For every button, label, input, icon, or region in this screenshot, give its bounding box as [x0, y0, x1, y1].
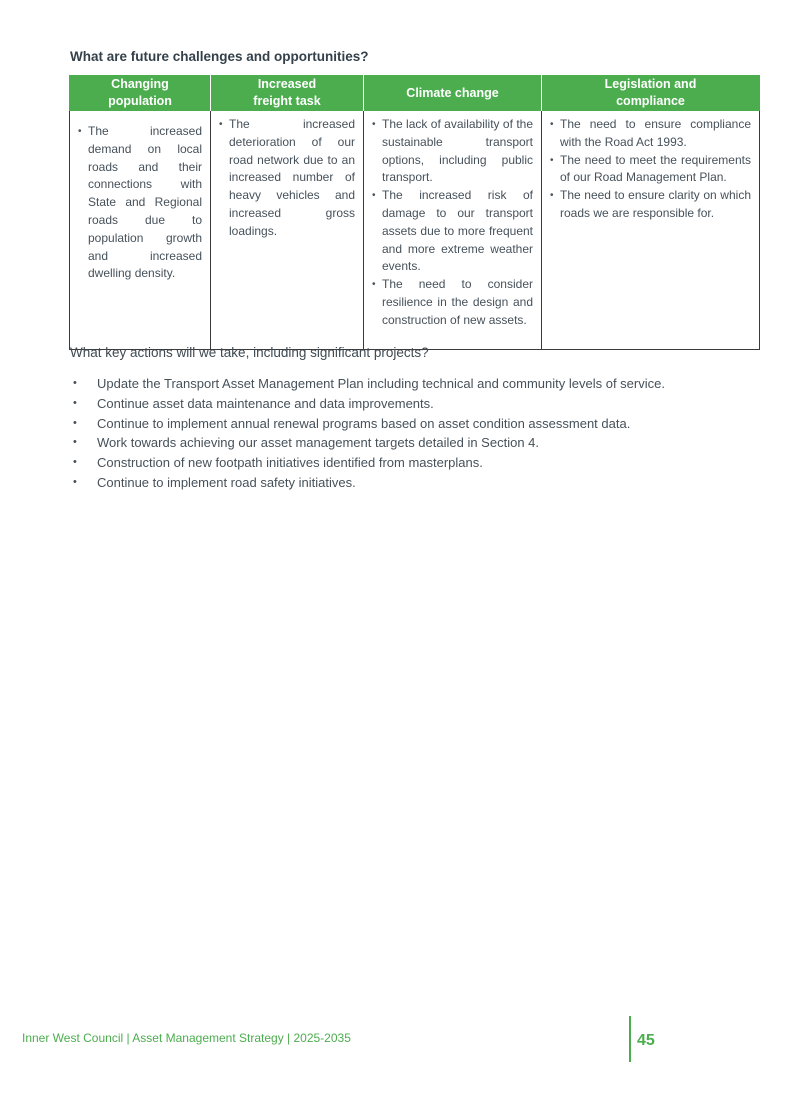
list-item: • The increased deterioration of our road network due to an increased number of heavy vehicles and increased gross loadings. — [219, 116, 355, 241]
table-cell-legislation-compliance — [542, 111, 760, 350]
table-header-row — [70, 75, 760, 111]
table-cell-climate-change — [364, 111, 542, 350]
list-item: • Update the Transport Asset Management Plan including technical and community levels of service. — [70, 374, 726, 394]
column-header: Climate change — [364, 75, 542, 111]
actions-heading: What key actions will we take, including significant projects? — [70, 345, 429, 360]
column-header: Changing population — [70, 75, 211, 111]
table-row — [70, 111, 760, 350]
list-item: • The need to meet the requirements of our Road Management Plan. — [550, 152, 751, 188]
section-heading: What are future challenges and opportunities? — [70, 49, 369, 64]
list-item: • The need to ensure compliance with the Road Act 1993. — [550, 116, 751, 152]
footer-text: Inner West Council | Asset Management Strategy | 2025-2035 — [22, 1031, 351, 1045]
list-item: • The increased risk of damage to our transport assets due to more frequent and more extreme weather events. — [372, 187, 533, 276]
table-cell-freight-task — [211, 111, 364, 350]
list-item: • The need to consider resilience in the design and construction of new assets. — [372, 276, 533, 329]
column-header: Increased freight task — [211, 75, 364, 111]
actions-list — [70, 374, 726, 493]
list-item: • Continue to implement road safety initiatives. — [70, 473, 726, 493]
list-item: • Continue asset data maintenance and data improvements. — [70, 394, 726, 414]
list-item: • The increased demand on local roads and their connections with State and Regional roads due to population growth and increased dwelling density. — [78, 123, 202, 283]
list-item: • Work towards achieving our asset management targets detailed in Section 4. — [70, 433, 726, 453]
list-item: • Construction of new footpath initiatives identified from masterplans. — [70, 453, 726, 473]
page-number: 45 — [637, 1032, 655, 1049]
challenges-table — [69, 75, 760, 350]
list-item: • The lack of availability of the sustainable transport options, including public transport. — [372, 116, 533, 187]
list-item: • The need to ensure clarity on which roads we are responsible for. — [550, 187, 751, 223]
column-header: Legislation and compliance — [542, 75, 760, 111]
footer-divider — [629, 1016, 631, 1062]
list-item: • Continue to implement annual renewal programs based on asset condition assessment data. — [70, 414, 726, 434]
table-cell-changing-population — [70, 111, 211, 350]
